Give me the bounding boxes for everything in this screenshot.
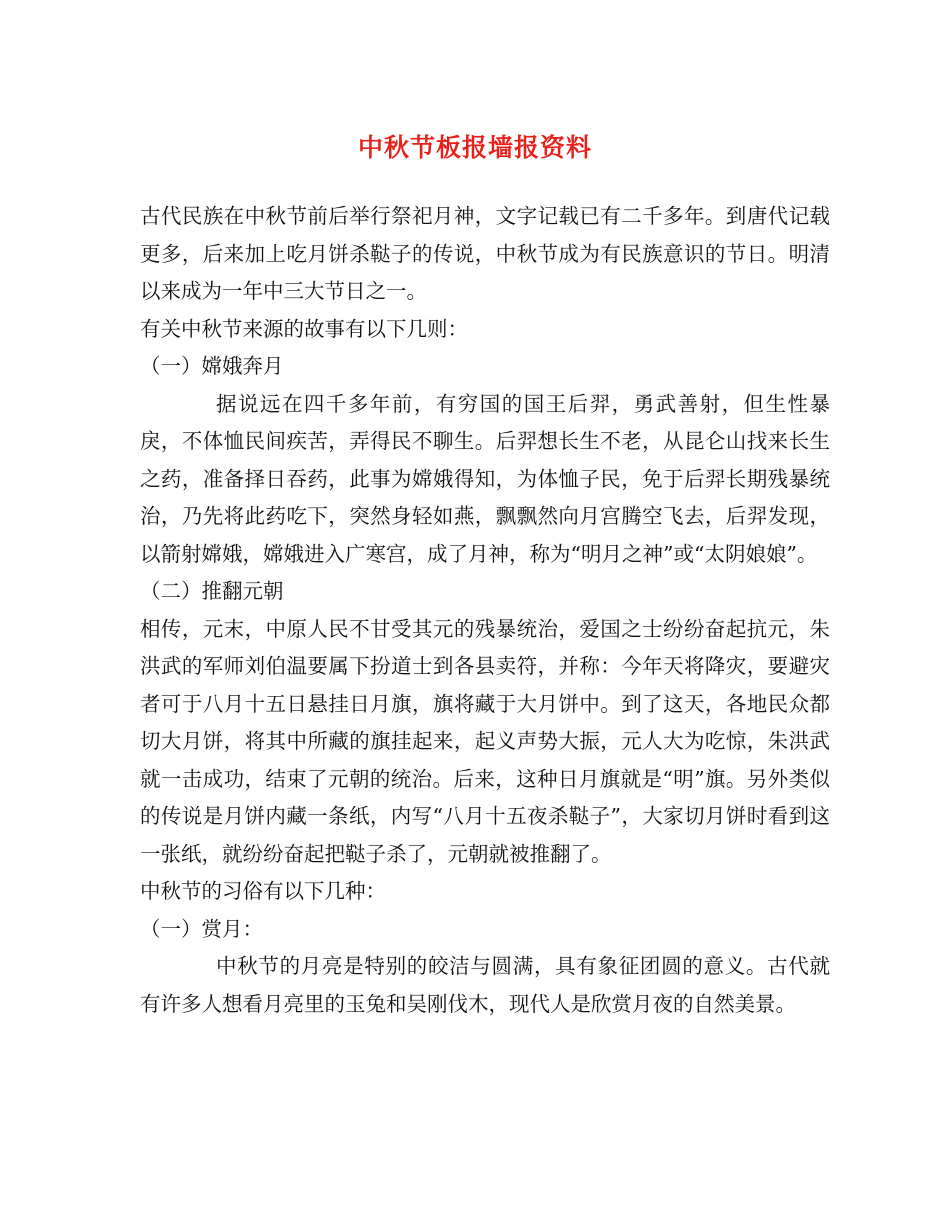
paragraph-origin-intro: 有关中秋节来源的故事有以下几则：: [140, 316, 468, 341]
page-title: 中秋节板报墙报资料: [357, 133, 592, 162]
document-body: [140, 198, 830, 1023]
section-heading-moon-viewing: （一）赏月：: [140, 916, 263, 941]
section-heading-yuan-dynasty: （二）推翻元朝: [140, 579, 284, 603]
paragraph-moon-viewing: 中秋节的月亮是特别的皎洁与圆满，具有象征团圆的意义。古代就有许多人想看月亮里的玉兔和吴刚伐木，现代人是欣赏月夜的自然美景。: [140, 954, 830, 1016]
section-heading-change-e: （一）嫦娥奔月: [140, 354, 284, 378]
paragraph-yuan-dynasty-story: 相传，元末，中原人民不甘受其元的残暴统治，爱国之士纷纷奋起抗元，朱洪武的军师刘伯温要属下扮道士到各县卖符，并称：今年天将降灾，要避灾者可于八月十五日悬挂日月旗，旗将藏于大月饼中。到了这天，各地民众都切大月饼，将其中所藏的旗挂起来，起义声势大振，元人大为吃惊，朱洪武就一击成功，结束了元朝的统治。后来，这种日月旗就是“明”旗。另外类似的传说是月饼内藏一条纸，内写“八月十五夜杀鞑子”，大家切月饼时看到这一张纸，就纷纷奋起把鞑子杀了，元朝就被推翻了。: [140, 616, 830, 866]
paragraph-customs-intro: 中秋节的习俗有以下几种：: [140, 879, 386, 903]
paragraph-intro: 古代民族在中秋节前后举行祭祀月神，文字记载已有二千多年。到唐代记载更多，后来加上吃月饼杀鞑子的传说，中秋节成为有民族意识的节日。明清以来成为一年中三大节日之一。: [140, 204, 830, 303]
paragraph-change-e-story: 据说远在四千多年前，有穷国的国王后羿，勇武善射，但生性暴戾，不体恤民间疾苦，弄得民不聊生。后羿想长生不老，从昆仑山找来长生之药，准备择日吞药，此事为嫦娥得知，为体恤子民，免于后羿长期残暴统治，乃先将此药吃下，突然身轻如燕，飘飘然向月宫腾空飞去，后羿发现，以箭射嫦娥，嫦娥进入广寒宫，成了月神，称为“明月之神”或“太阴娘娘”。: [140, 391, 830, 566]
